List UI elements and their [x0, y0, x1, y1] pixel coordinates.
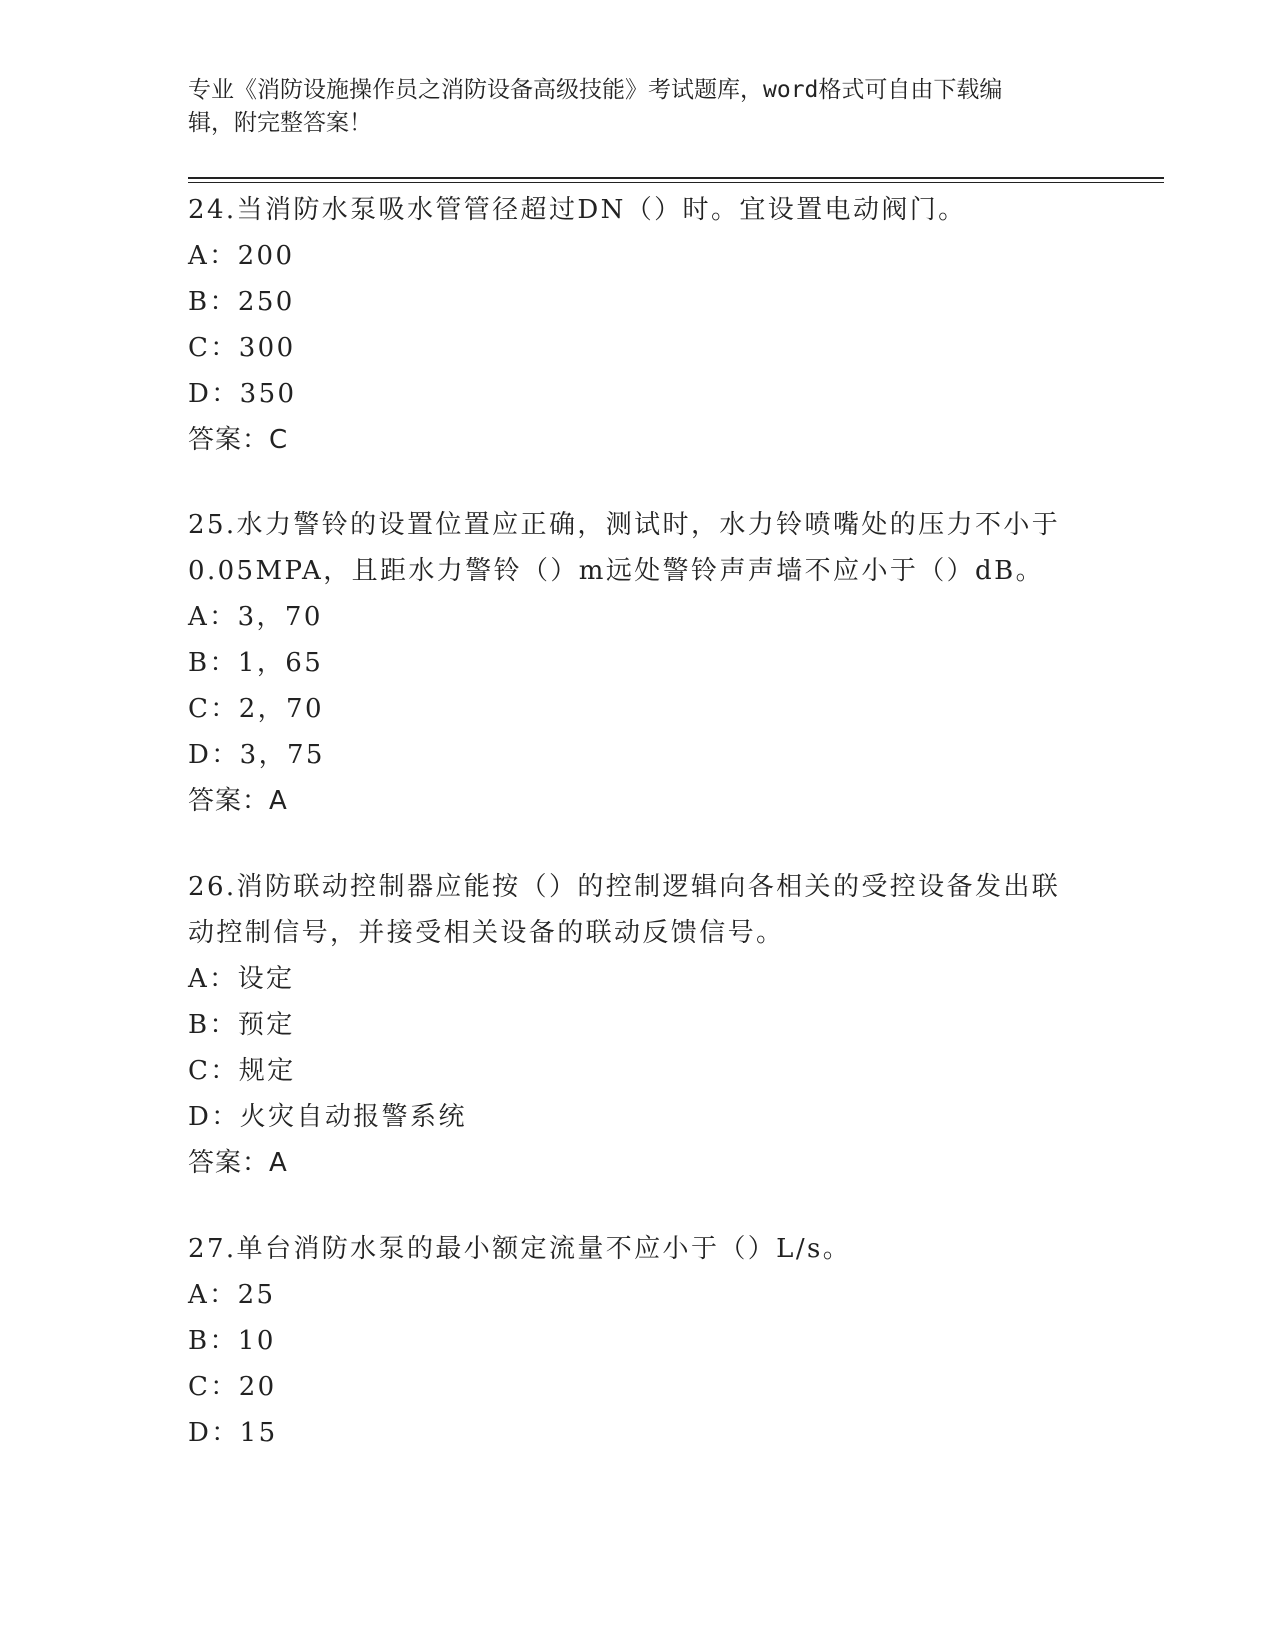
- option-c: C：20: [188, 1372, 277, 1402]
- option-d: D：15: [188, 1418, 278, 1448]
- option-a: A：设定: [188, 964, 295, 994]
- option-b: B：10: [188, 1326, 276, 1356]
- question-25: [188, 502, 1088, 824]
- question-stem-line-1: 26.消防联动控制器应能按（）的控制逻辑向各相关的受控设备发出联: [188, 872, 1061, 902]
- option-c: C：2，70: [188, 694, 324, 724]
- answer: 答案：A: [188, 1148, 288, 1178]
- answer: 答案：C: [188, 425, 289, 455]
- option-b: B：250: [188, 287, 295, 317]
- question-26: [188, 864, 1088, 1186]
- question-stem-line-2: 0.05MPA，且距水力警铃（）m远处警铃声声墙不应小于（）dB。: [188, 556, 1045, 586]
- option-b: B：1，65: [188, 648, 324, 678]
- option-d: D：3，75: [188, 740, 325, 770]
- header-divider-thin: [188, 182, 1164, 183]
- option-a: A：25: [188, 1280, 276, 1310]
- option-c: C：规定: [188, 1056, 296, 1086]
- option-d: D：火灾自动报警系统: [188, 1102, 467, 1132]
- option-a: A：3，70: [188, 602, 323, 632]
- question-stem: 27.单台消防水泵的最小额定流量不应小于（）L/s。: [188, 1234, 852, 1264]
- header-line-2: 辑，附完整答案！: [188, 110, 372, 136]
- option-b: B：预定: [188, 1010, 295, 1040]
- question-stem-line-1: 25.水力警铃的设置位置应正确，测试时，水力铃喷嘴处的压力不小于: [188, 510, 1061, 540]
- question-27: [188, 1226, 1088, 1456]
- header-line-1: 专业《消防设施操作员之消防设备高级技能》考试题库，word格式可自由下载编: [188, 77, 1003, 103]
- document-header: [188, 74, 1088, 140]
- question-stem-line-2: 动控制信号，并接受相关设备的联动反馈信号。: [188, 918, 785, 948]
- answer: 答案：A: [188, 786, 288, 816]
- question-stem: 24.当消防水泵吸水管管径超过DN（）时。宜设置电动阀门。: [188, 195, 967, 225]
- header-divider-thick: [188, 177, 1164, 179]
- option-a: A：200: [188, 241, 295, 271]
- question-24: [188, 187, 1088, 463]
- option-d: D：350: [188, 379, 297, 409]
- option-c: C：300: [188, 333, 296, 363]
